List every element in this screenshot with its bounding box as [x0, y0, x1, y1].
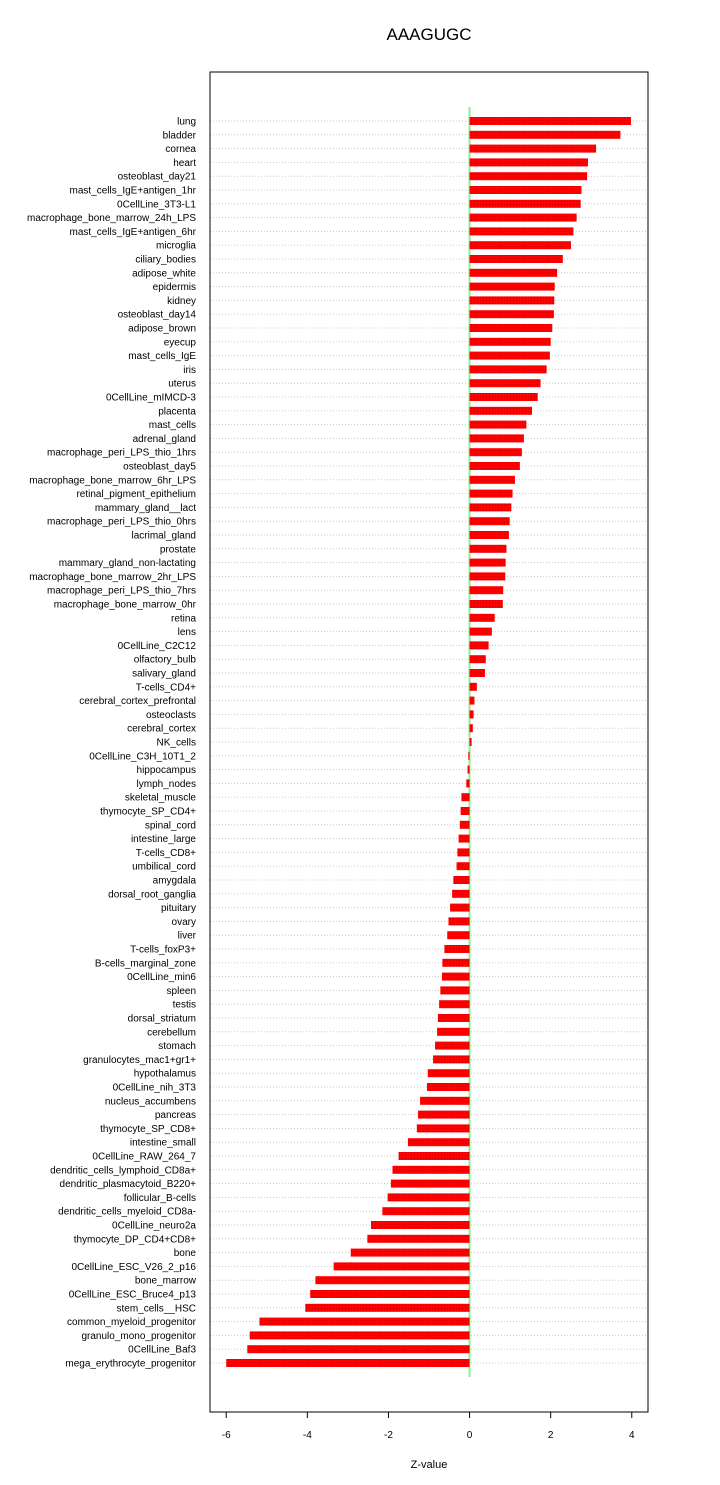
bar-osteoclasts: [470, 710, 474, 718]
bar-bladder: [470, 131, 621, 139]
bar-mast_cells: [470, 421, 527, 429]
bar-0CellLine_mIMCD-3: [470, 393, 538, 401]
bar-osteoblast_day21: [470, 172, 588, 180]
category-label: thymocyte_DP_CD4+CD8+: [73, 1234, 196, 1246]
bar-mega_erythrocyte_progenitor: [226, 1359, 469, 1367]
category-label: testis: [172, 999, 196, 1011]
bar-microglia: [470, 241, 571, 249]
bar-olfactory_bulb: [470, 655, 486, 663]
category-label: follicular_B-cells: [123, 1192, 196, 1204]
bar-cerebral_cortex_prefrontal: [470, 697, 475, 705]
bar-bone: [351, 1249, 470, 1257]
category-label: mammary_gland__lact: [94, 502, 196, 514]
category-label: epidermis: [152, 282, 196, 294]
category-label: dendritic_plasmacytoid_B220+: [59, 1179, 196, 1191]
category-label: T-cells_foxP3+: [130, 944, 196, 956]
bar-skeletal_muscle: [461, 793, 469, 801]
category-label: retina: [170, 613, 196, 625]
category-label: eyecup: [163, 337, 196, 349]
bar-macrophage_bone_marrow_24h_LPS: [470, 214, 577, 222]
bar-0CellLine_RAW_264_7: [399, 1152, 470, 1160]
bar-lens: [470, 628, 492, 636]
bar-heart: [470, 158, 588, 166]
bar-amygdala: [453, 876, 469, 884]
bar-0CellLine_C2C12: [470, 641, 489, 649]
category-label: hippocampus: [136, 765, 196, 777]
bar-thymocyte_DP_CD4+CD8+: [367, 1235, 469, 1243]
bar-epidermis: [470, 283, 555, 291]
category-label: cerebral_cortex_prefrontal: [79, 696, 196, 708]
category-label: lymph_nodes: [136, 778, 196, 790]
bar-T-cells_CD8+: [457, 848, 469, 856]
bar-pancreas: [418, 1111, 470, 1119]
category-label: dendritic_cells_lymphoid_CD8a+: [50, 1165, 196, 1177]
bar-mast_cells_IgE: [470, 352, 550, 360]
bar-intestine_large: [459, 835, 470, 843]
category-label: 0CellLine_RAW_264_7: [92, 1151, 196, 1163]
bar-umbilical_cord: [457, 862, 470, 870]
grid-layer: [210, 121, 648, 1363]
category-label: liver: [177, 930, 196, 942]
bar-mast_cells_IgE+antigen_6hr: [470, 227, 574, 235]
bar-T-cells_foxP3+: [444, 945, 469, 953]
bar-0CellLine_C3H_10T1_2: [468, 752, 469, 760]
category-label: granulocytes_mac1+gr1+: [83, 1054, 196, 1066]
bar-mammary_gland_non-lactating: [470, 559, 506, 567]
category-label: T-cells_CD4+: [135, 682, 196, 694]
category-label: intestine_large: [130, 834, 196, 846]
category-label: common_myeloid_progenitor: [67, 1317, 196, 1329]
bar-granulo_mono_progenitor: [250, 1331, 470, 1339]
bar-hippocampus: [468, 766, 470, 774]
bar-0CellLine_ESC_V26_2_p16: [334, 1262, 470, 1270]
category-label: dorsal_striatum: [127, 1013, 196, 1025]
category-label: thymocyte_SP_CD8+: [100, 1123, 196, 1135]
category-label: granulo_mono_progenitor: [81, 1330, 196, 1342]
category-label: stomach: [158, 1041, 196, 1053]
category-label: 0CellLine_C2C12: [117, 640, 196, 652]
bar-prostate: [470, 545, 507, 553]
bar-adipose_white: [470, 269, 558, 277]
category-label: mammary_gland_non-lactating: [58, 558, 196, 570]
category-label: 0CellLine_neuro2a: [112, 1220, 196, 1232]
bar-macrophage_bone_marrow_6hr_LPS: [470, 476, 515, 484]
category-label: adipose_white: [132, 268, 196, 280]
category-label: intestine_small: [129, 1137, 196, 1149]
category-label: 0CellLine_mIMCD-3: [105, 392, 196, 404]
bar-dendritic_plasmacytoid_B220+: [391, 1180, 470, 1188]
category-label: B-cells_marginal_zone: [94, 958, 196, 970]
category-label: mega_erythrocyte_progenitor: [65, 1358, 196, 1370]
bar-macrophage_peri_LPS_thio_7hrs: [470, 586, 504, 594]
category-label: amygdala: [152, 875, 196, 887]
bar-dendritic_cells_myeloid_CD8a-: [382, 1207, 469, 1215]
bar-mast_cells_IgE+antigen_1hr: [470, 186, 582, 194]
category-label: osteoblast_day5: [123, 461, 196, 473]
category-label: lens: [177, 627, 196, 639]
bar-liver: [447, 931, 469, 939]
bar-lung: [470, 117, 631, 125]
x-tick-label: 4: [628, 1430, 635, 1441]
category-label: macrophage_bone_marrow_24h_LPS: [26, 213, 196, 225]
bar-T-cells_CD4+: [470, 683, 477, 691]
bar-testis: [439, 1000, 469, 1008]
category-label: uterus: [168, 378, 196, 390]
category-label: lacrimal_gland: [131, 530, 196, 542]
x-tick-label: 0: [466, 1430, 473, 1441]
category-label: salivary_gland: [132, 668, 196, 680]
bar-B-cells_marginal_zone: [442, 959, 469, 967]
category-label: pancreas: [154, 1110, 196, 1122]
category-label: 0CellLine_ESC_V26_2_p16: [71, 1261, 196, 1273]
bar-0CellLine_ESC_Bruce4_p13: [310, 1290, 469, 1298]
bar-0CellLine_min6: [442, 973, 470, 981]
bar-retinal_pigment_epithelium: [470, 490, 513, 498]
category-label: spleen: [166, 985, 196, 997]
category-label: macrophage_bone_marrow_2hr_LPS: [29, 571, 196, 583]
x-tick-label: -4: [302, 1430, 312, 1441]
category-label: osteoblast_day14: [117, 309, 196, 321]
bar-kidney: [470, 296, 555, 304]
category-label: iris: [183, 364, 196, 376]
bar-cornea: [470, 145, 597, 153]
bar-NK_cells: [470, 738, 472, 746]
category-label: 0CellLine_min6: [127, 972, 196, 984]
category-label: mast_cells_IgE+antigen_1hr: [69, 185, 196, 197]
category-label: kidney: [167, 295, 196, 307]
bar-dendritic_cells_lymphoid_CD8a+: [393, 1166, 470, 1174]
category-label: T-cells_CD8+: [135, 847, 196, 859]
bar-dorsal_striatum: [438, 1014, 470, 1022]
category-label: ciliary_bodies: [135, 254, 196, 266]
bar-adipose_brown: [470, 324, 553, 332]
bar-thymocyte_SP_CD4+: [461, 807, 470, 815]
category-label: 0CellLine_nih_3T3: [112, 1082, 196, 1094]
x-tick-label: -2: [383, 1430, 393, 1441]
category-label: bone_marrow: [134, 1275, 196, 1287]
bar-pituitary: [450, 904, 469, 912]
bar-bone_marrow: [315, 1276, 469, 1284]
bar-stem_cells__HSC: [305, 1304, 469, 1312]
bar-lacrimal_gland: [470, 531, 509, 539]
category-label: umbilical_cord: [132, 861, 196, 873]
bar-macrophage_peri_LPS_thio_1hrs: [470, 448, 522, 456]
category-label: bladder: [162, 130, 196, 142]
category-label: macrophage_peri_LPS_thio_0hrs: [47, 516, 196, 528]
category-label: adipose_brown: [128, 323, 196, 335]
category-label: prostate: [159, 544, 196, 556]
category-label: microglia: [155, 240, 196, 252]
category-label: skeletal_muscle: [124, 792, 196, 804]
category-label: macrophage_peri_LPS_thio_7hrs: [47, 585, 196, 597]
category-label: osteoblast_day21: [117, 171, 196, 183]
category-label: cornea: [165, 144, 196, 156]
category-label: bone: [173, 1248, 196, 1260]
bar-ovary: [448, 917, 469, 925]
category-label: mast_cells_IgE: [128, 351, 196, 363]
bar-uterus: [470, 379, 541, 387]
category-label: dendritic_cells_myeloid_CD8a-: [58, 1206, 196, 1218]
category-label: lung: [177, 116, 196, 128]
category-label: 0CellLine_ESC_Bruce4_p13: [68, 1289, 196, 1301]
category-label: thymocyte_SP_CD4+: [100, 806, 196, 818]
category-label: 0CellLine_C3H_10T1_2: [89, 751, 196, 763]
category-label: adrenal_gland: [132, 433, 196, 445]
bar-hypothalamus: [428, 1069, 470, 1077]
category-label: placenta: [158, 406, 196, 418]
bar-macrophage_bone_marrow_0hr: [470, 600, 503, 608]
bar-granulocytes_mac1+gr1+: [433, 1055, 470, 1063]
category-label: mast_cells_IgE+antigen_6hr: [69, 226, 196, 238]
category-label: retinal_pigment_epithelium: [76, 489, 196, 501]
bar-spleen: [440, 986, 469, 994]
category-label: ovary: [171, 916, 196, 928]
bar-0CellLine_nih_3T3: [427, 1083, 470, 1091]
bar-lymph_nodes: [466, 779, 469, 787]
bar-eyecup: [470, 338, 551, 346]
bar-mammary_gland__lact: [470, 503, 512, 511]
category-label: osteoclasts: [145, 709, 196, 721]
category-label: 0CellLine_Baf3: [128, 1344, 196, 1356]
bar-stomach: [435, 1042, 469, 1050]
x-tick-label: 2: [547, 1430, 554, 1441]
bar-ciliary_bodies: [470, 255, 563, 263]
bar-osteoblast_day5: [470, 462, 520, 470]
bar-cerebral_cortex: [470, 724, 473, 732]
category-label: cerebellum: [147, 1027, 196, 1039]
category-label: NK_cells: [156, 737, 196, 749]
category-label-layer: [27, 117, 197, 1370]
bar-0CellLine_neuro2a: [371, 1221, 470, 1229]
category-label: heart: [173, 157, 196, 169]
x-tick-label: -6: [221, 1430, 231, 1441]
bar-nucleus_accumbens: [420, 1097, 469, 1105]
category-label: nucleus_accumbens: [104, 1096, 196, 1108]
category-label: stem_cells__HSC: [116, 1303, 196, 1315]
bar-intestine_small: [408, 1138, 470, 1146]
bar-dorsal_root_ganglia: [452, 890, 469, 898]
category-label: mast_cells: [148, 420, 196, 432]
category-label: hypothalamus: [133, 1068, 196, 1080]
bar-macrophage_peri_LPS_thio_0hrs: [470, 517, 510, 525]
category-label: 0CellLine_3T3-L1: [117, 199, 196, 211]
bar-salivary_gland: [470, 669, 485, 677]
bar-0CellLine_Baf3: [247, 1345, 469, 1353]
bar-macrophage_bone_marrow_2hr_LPS: [470, 572, 506, 580]
bar-placenta: [470, 407, 532, 415]
bar-retina: [470, 614, 495, 622]
category-label: macrophage_bone_marrow_6hr_LPS: [29, 475, 196, 487]
bar-thymocyte_SP_CD8+: [417, 1124, 470, 1132]
bar-iris: [470, 365, 547, 373]
category-label: macrophage_peri_LPS_thio_1hrs: [47, 447, 196, 459]
chart-title: AAAGUGC: [386, 25, 472, 44]
bar-0CellLine_3T3-L1: [470, 200, 581, 208]
bar-adrenal_gland: [470, 434, 524, 442]
category-label: olfactory_bulb: [133, 654, 196, 666]
bar-spinal_cord: [460, 821, 470, 829]
category-label: dorsal_root_ganglia: [108, 889, 196, 901]
bar-cerebellum: [437, 1028, 469, 1036]
category-label: pituitary: [160, 903, 196, 915]
bar-follicular_B-cells: [388, 1193, 470, 1201]
bar-osteoblast_day14: [470, 310, 554, 318]
x-axis: [222, 1412, 635, 1441]
category-label: spinal_cord: [144, 820, 196, 832]
bar-common_myeloid_progenitor: [259, 1318, 469, 1326]
category-label: cerebral_cortex: [127, 723, 196, 735]
category-label: macrophage_bone_marrow_0hr: [53, 599, 196, 611]
x-axis-label: Z-value: [410, 1459, 448, 1471]
